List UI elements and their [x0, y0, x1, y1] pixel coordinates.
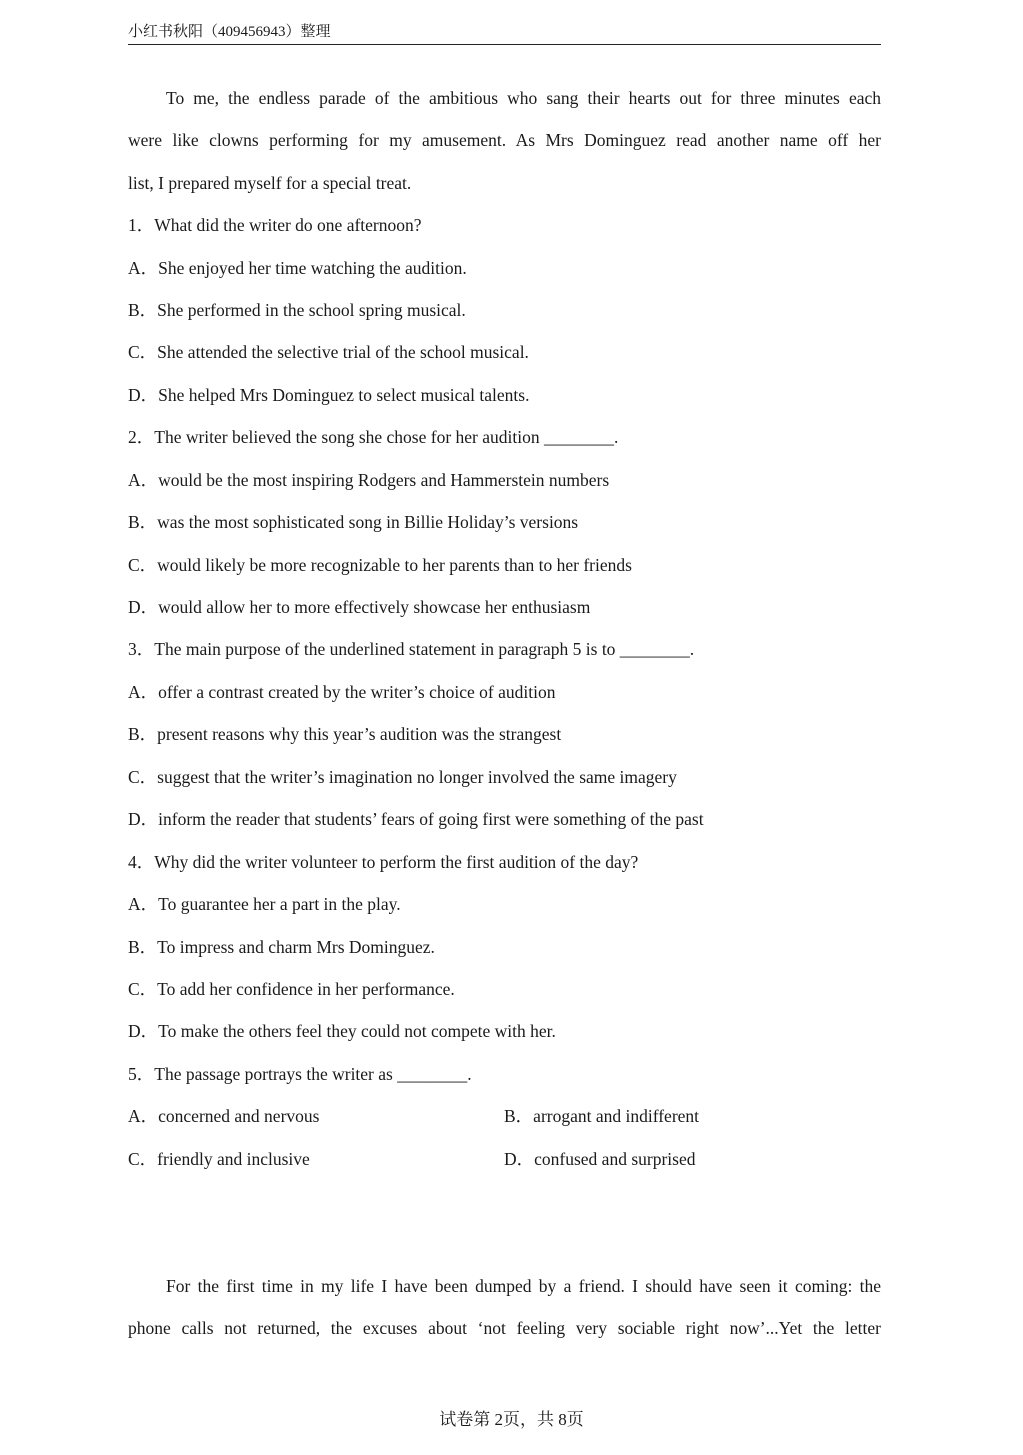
question-option: A．concerned and nervous [128, 1106, 320, 1126]
question-option: C．To add her confidence in her performance. [128, 979, 455, 999]
question-option: D．would allow her to more effectively showcase her enthusiasm [128, 597, 591, 617]
question-option: A．To guarantee her a part in the play. [128, 894, 401, 914]
question-option: A．offer a contrast created by the writer’s choice of audition [128, 682, 556, 702]
question-option: C．She attended the selective trial of the school musical. [128, 342, 529, 362]
passage1-line: To me, the endless parade of the ambitious who sang their hearts out for three minutes each [166, 88, 881, 108]
question-option: C．friendly and inclusive [128, 1149, 310, 1169]
question-option: B．arrogant and indifferent [504, 1106, 700, 1126]
passage1-line: list, I prepared myself for a special treat. [128, 173, 412, 193]
question-stem: 2．The writer believed the song she chose for her audition ________. [128, 427, 619, 447]
passage2-line: phone calls not returned, the excuses about ‘not feeling very sociable right now’...Yet the letter [128, 1318, 881, 1338]
question-option: D．confused and surprised [504, 1149, 696, 1169]
passage2-line: For the first time in my life I have been dumped by a friend. I should have seen it coming: the [166, 1276, 881, 1296]
question-option: B．was the most sophisticated song in Billie Holiday’s versions [128, 512, 579, 532]
page-number: 试卷第 2页，共 8页 [439, 1410, 584, 1429]
question-option: A．She enjoyed her time watching the audition. [128, 258, 467, 278]
question-option: A．would be the most inspiring Rodgers and Hammerstein numbers [128, 470, 610, 490]
question-option: D．inform the reader that students’ fears of going first were something of the past [128, 809, 704, 829]
question-option: B．To impress and charm Mrs Dominguez. [128, 937, 435, 957]
question-option: C．would likely be more recognizable to her parents than to her friends [128, 555, 632, 575]
page-header [128, 22, 881, 45]
question-stem: 4．Why did the writer volunteer to perform the first audition of the day? [128, 852, 639, 872]
question-option: B．She performed in the school spring musical. [128, 300, 466, 320]
question-option: B．present reasons why this year’s audition was the strangest [128, 724, 562, 744]
page-footer [0, 1408, 1023, 1432]
question-stem: 5．The passage portrays the writer as ________. [128, 1064, 472, 1084]
question-stem: 1．What did the writer do one afternoon? [128, 215, 422, 235]
question-option: D．She helped Mrs Dominguez to select musical talents. [128, 385, 530, 405]
passage1-line: were like clowns performing for my amusement. As Mrs Dominguez read another name off her [128, 130, 881, 150]
question-option: D．To make the others feel they could not compete with her. [128, 1021, 556, 1041]
question-option: C．suggest that the writer’s imagination no longer involved the same imagery [128, 767, 677, 787]
header-text: 小红书秋阳（409456943）整理 [128, 24, 331, 40]
question-stem: 3．The main purpose of the underlined statement in paragraph 5 is to ________. [128, 639, 695, 659]
